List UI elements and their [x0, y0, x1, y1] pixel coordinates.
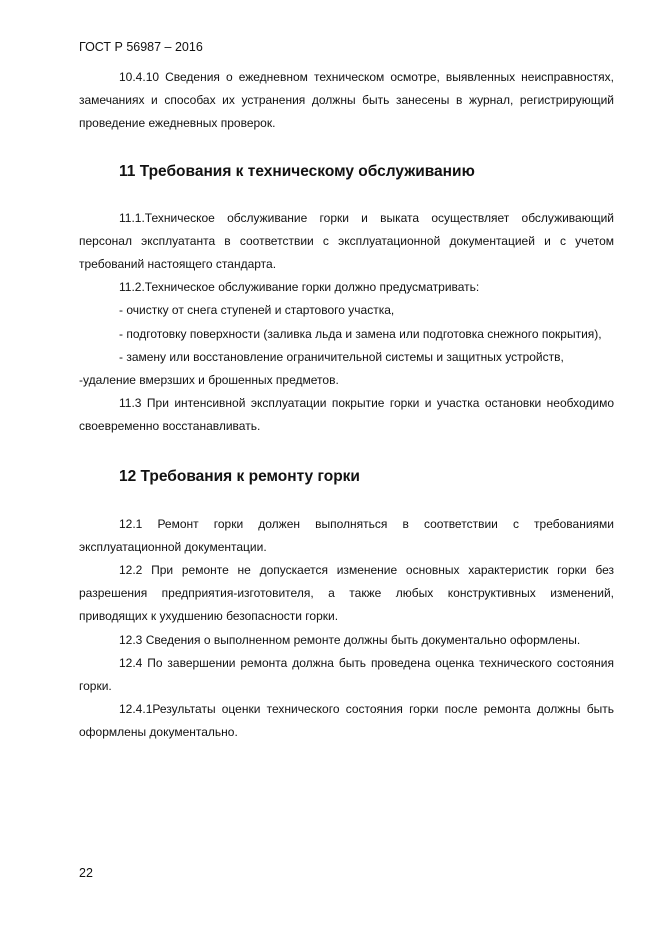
list-item-snow-cleaning: - очистку от снега ступеней и стартового участка, [119, 303, 395, 318]
paragraph-12-1: 12.1 Ремонт горки должен выполняться в соответствии с требованиями эксплуатационной документации. [79, 516, 614, 554]
paragraph-12-4-1: 12.4.1Результаты оценки технического состояния горки после ремонта должны быть оформлены документально. [79, 702, 614, 740]
section-heading-12: 12 Требования к ремонту горки [119, 467, 360, 485]
paragraph-12-2: 12.2 При ремонте не допускается изменение основных характеристик горки без разрешения предприятия-изготовителя, а также любых конструктивных изменений, приводящих к ухудшению безопасности горки. [79, 563, 614, 624]
paragraph-12-4: 12.4 По завершении ремонта должна быть проведена оценка технического состояния горки. [79, 655, 614, 694]
document-code-header: ГОСТ Р 56987 – 2016 [79, 40, 203, 54]
paragraph-10-4-10: 10.4.10 Сведения о ежедневном техническом осмотре, выявленных неисправностях, замечаниях и способах их устранения должны быть занесены в журнал, регистрирующий проведение ежедневных проверок. [79, 70, 614, 131]
paragraph-11-1: 11.1.Техническое обслуживание горки и выката осуществляет обслуживающий персонал эксплуатанта в соответствии с эксплуатационной документацией и с учетом требований настоящего стандарта. [79, 210, 614, 272]
page-body [79, 66, 614, 745]
list-item-restraint-replacement: - замену или восстановление ограничительной системы и защитных устройств, [119, 349, 564, 364]
section-heading-11: 11 Требования к техническому обслуживанию [119, 162, 475, 180]
page-number: 22 [79, 866, 93, 880]
list-item-object-removal: -удаление вмерзших и брошенных предметов. [79, 373, 339, 388]
paragraph-11-2: 11.2.Техническое обслуживание горки должно предусматривать: [119, 280, 480, 295]
paragraph-12-3: 12.3 Сведения о выполненном ремонте должны быть документально оформлены. [119, 632, 581, 647]
paragraph-11-3: 11.3 При интенсивной эксплуатации покрытие горки и участка остановки необходимо своевременно восстанавливать. [79, 396, 614, 434]
list-item-surface-preparation: - подготовку поверхности (заливка льда и замена или подготовка снежного покрытия), [119, 326, 602, 341]
